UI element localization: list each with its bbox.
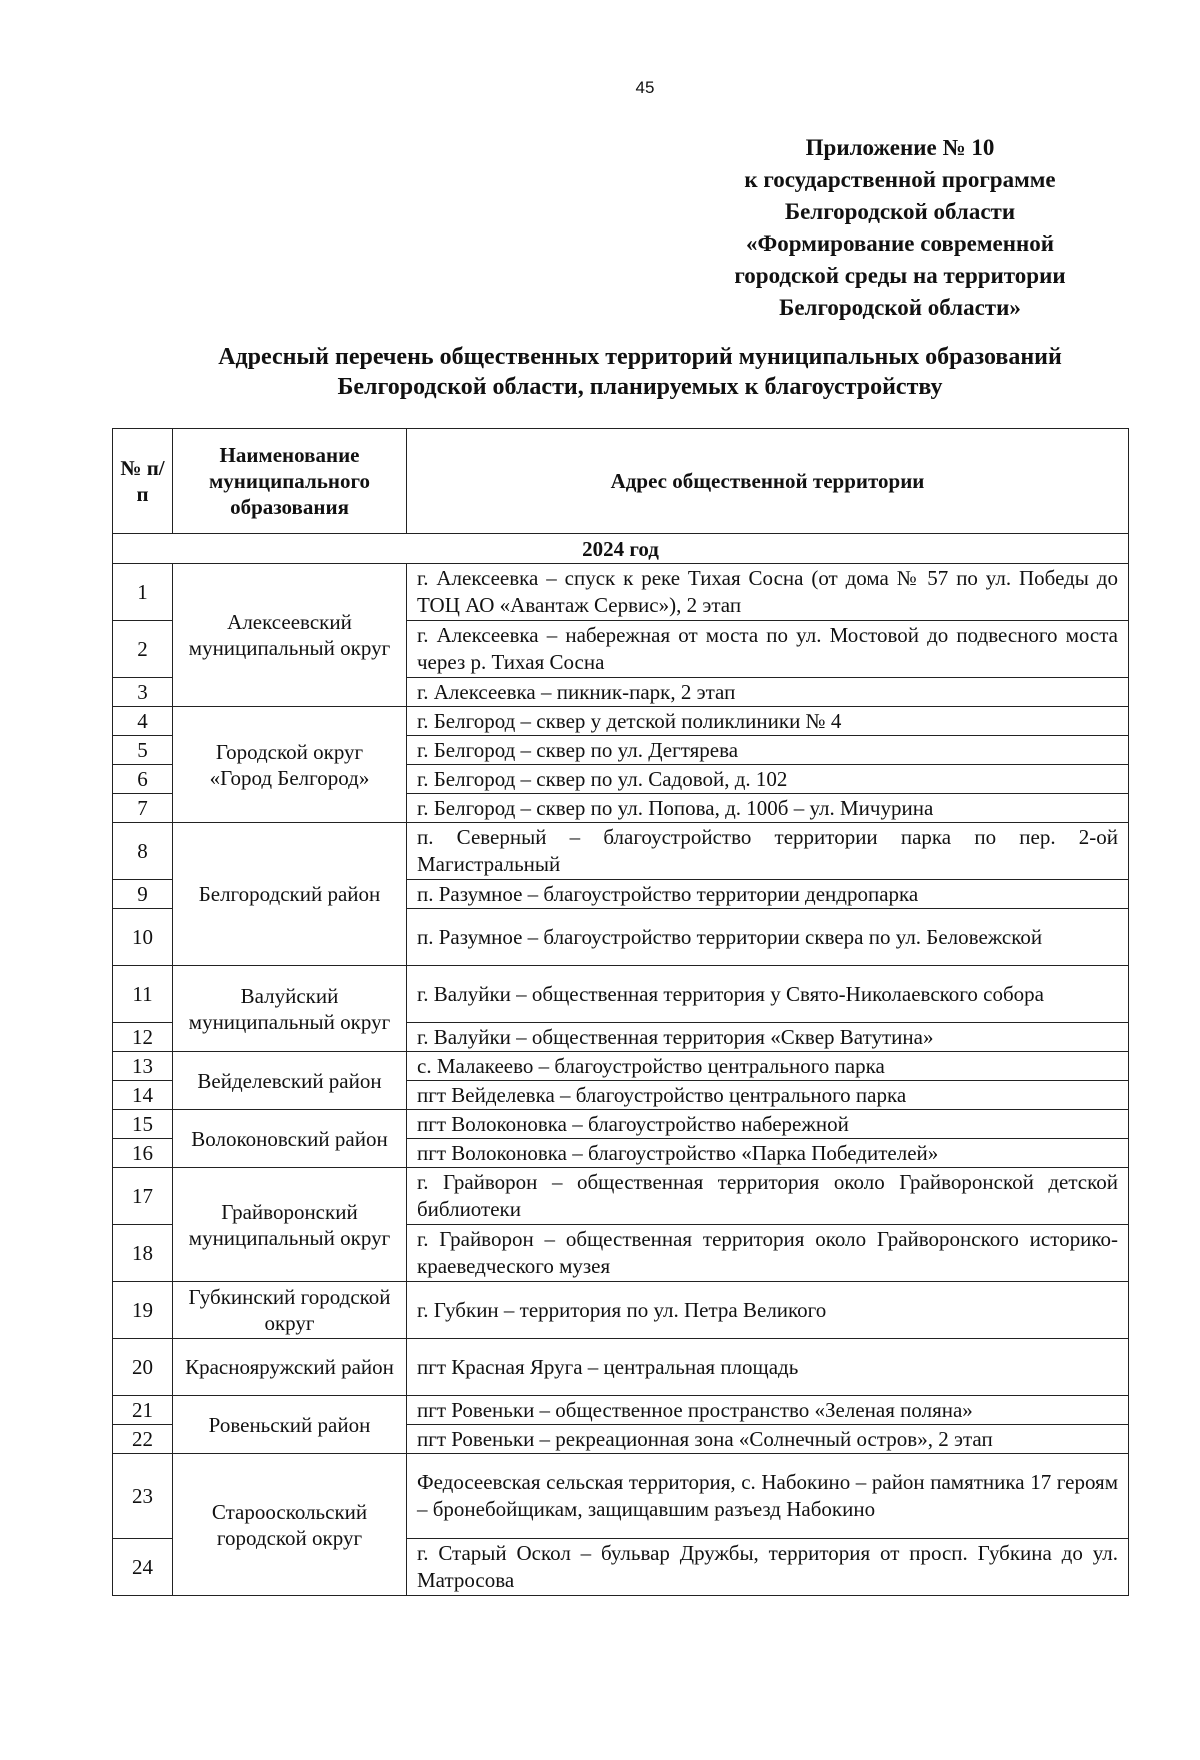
row-number: 10	[113, 909, 173, 966]
row-number: 4	[113, 707, 173, 736]
row-number: 19	[113, 1282, 173, 1339]
address-cell: г. Белгород – сквер по ул. Дегтярева	[407, 736, 1129, 765]
appendix-line: городской среды на территории	[734, 263, 1066, 288]
row-number: 8	[113, 823, 173, 880]
address-cell: пгт Красная Яруга – центральная площадь	[407, 1339, 1129, 1396]
appendix-line: Белгородской области	[784, 199, 1016, 224]
row-number: 11	[113, 966, 173, 1023]
row-number: 21	[113, 1396, 173, 1425]
address-cell: пгт Ровеньки – общественное пространство «Зеленая поляна»	[407, 1396, 1129, 1425]
title-line: Адресный перечень общественных территорий муниципальных образований	[218, 344, 1062, 370]
address-cell: пгт Волоконовка – благоустройство набережной	[407, 1110, 1129, 1139]
header-municipality: Наименование муниципального образования	[173, 429, 407, 534]
address-table	[112, 428, 1129, 1596]
table-row	[113, 823, 1129, 880]
row-number: 16	[113, 1139, 173, 1168]
row-number: 17	[113, 1168, 173, 1225]
table-row	[113, 1052, 1129, 1081]
header-address: Адрес общественной территории	[407, 429, 1129, 534]
row-number: 2	[113, 621, 173, 678]
table-row	[113, 707, 1129, 736]
municipality-cell: Белгородский район	[173, 823, 407, 966]
municipality-cell: Валуйский муниципальный округ	[173, 966, 407, 1052]
address-cell: г. Валуйки – общественная территория у Свято-Николаевского собора	[407, 966, 1129, 1023]
table-header-row	[113, 429, 1129, 534]
address-cell: п. Разумное – благоустройство территории дендропарка	[407, 880, 1129, 909]
address-cell: Федосеевская сельская территория, с. Набокино – район памятника 17 героям – бронебойщикам, защищавшим разъезд Набокино	[407, 1454, 1129, 1539]
row-number: 9	[113, 880, 173, 909]
year-row	[113, 534, 1129, 564]
row-number: 3	[113, 678, 173, 707]
municipality-cell: Грайворонский муниципальный округ	[173, 1168, 407, 1282]
address-cell: г. Алексеевка – спуск к реке Тихая Сосна (от дома № 57 по ул. Победы до ТОЦ АО «Авантаж Сервис»), 2 этап	[407, 564, 1129, 621]
appendix-line: к государственной программе	[744, 167, 1056, 192]
address-cell: г. Грайворон – общественная территория около Грайворонской детской библиотеки	[407, 1168, 1129, 1225]
municipality-cell: Алексеевский муниципальный округ	[173, 564, 407, 707]
address-cell: г. Валуйки – общественная территория «Сквер Ватутина»	[407, 1023, 1129, 1052]
address-cell: г. Алексеевка – набережная от моста по ул. Мостовой до подвесного моста через р. Тихая Сосна	[407, 621, 1129, 678]
municipality-cell: Старооскольский городской округ	[173, 1454, 407, 1596]
appendix-line: Белгородской области»	[779, 295, 1021, 320]
address-cell: г. Белгород – сквер по ул. Садовой, д. 102	[407, 765, 1129, 794]
municipality-cell: Волоконовский район	[173, 1110, 407, 1168]
row-number: 24	[113, 1539, 173, 1596]
table-row	[113, 1110, 1129, 1139]
document-title	[110, 342, 1170, 402]
row-number: 20	[113, 1339, 173, 1396]
address-cell: п. Северный – благоустройство территории парка по пер. 2-ой Магистральный	[407, 823, 1129, 880]
municipality-cell: Городской округ «Город Белгород»	[173, 707, 407, 823]
table-row	[113, 1282, 1129, 1339]
row-number: 23	[113, 1454, 173, 1539]
address-cell: пгт Вейделевка – благоустройство центрального парка	[407, 1081, 1129, 1110]
header-num: № п/п	[113, 429, 173, 534]
row-number: 18	[113, 1225, 173, 1282]
address-cell: г. Грайворон – общественная территория около Грайворонского историко-краеведческого музея	[407, 1225, 1129, 1282]
page-number: 45	[635, 78, 655, 97]
row-number: 14	[113, 1081, 173, 1110]
row-number: 12	[113, 1023, 173, 1052]
row-number: 7	[113, 794, 173, 823]
municipality-cell: Краснояружский район	[173, 1339, 407, 1396]
address-cell: г. Белгород – сквер по ул. Попова, д. 100б – ул. Мичурина	[407, 794, 1129, 823]
municipality-cell: Губкинский городской округ	[173, 1282, 407, 1339]
row-number: 13	[113, 1052, 173, 1081]
address-cell: п. Разумное – благоустройство территории сквера по ул. Беловежской	[407, 909, 1129, 966]
table-row	[113, 564, 1129, 621]
year-label: 2024 год	[113, 534, 1129, 564]
table-row	[113, 1168, 1129, 1225]
table-row	[113, 1396, 1129, 1425]
appendix-header	[690, 132, 1110, 324]
municipality-cell: Ровеньский район	[173, 1396, 407, 1454]
address-cell: г. Губкин – территория по ул. Петра Великого	[407, 1282, 1129, 1339]
appendix-line: Приложение № 10	[805, 135, 995, 160]
address-cell: с. Малакеево – благоустройство центрального парка	[407, 1052, 1129, 1081]
row-number: 6	[113, 765, 173, 794]
table-row	[113, 1454, 1129, 1539]
title-line: Белгородской области, планируемых к благоустройству	[337, 374, 943, 400]
appendix-line: «Формирование современной	[746, 231, 1054, 256]
address-cell: г. Белгород – сквер у детской поликлиники № 4	[407, 707, 1129, 736]
address-cell: г. Алексеевка – пикник-парк, 2 этап	[407, 678, 1129, 707]
address-cell: пгт Ровеньки – рекреационная зона «Солнечный остров», 2 этап	[407, 1425, 1129, 1454]
table-row	[113, 966, 1129, 1023]
row-number: 1	[113, 564, 173, 621]
row-number: 22	[113, 1425, 173, 1454]
table-row	[113, 1339, 1129, 1396]
address-cell: пгт Волоконовка – благоустройство «Парка Победителей»	[407, 1139, 1129, 1168]
address-cell: г. Старый Оскол – бульвар Дружбы, территория от просп. Губкина до ул. Матросова	[407, 1539, 1129, 1596]
row-number: 5	[113, 736, 173, 765]
row-number: 15	[113, 1110, 173, 1139]
municipality-cell: Вейделевский район	[173, 1052, 407, 1110]
